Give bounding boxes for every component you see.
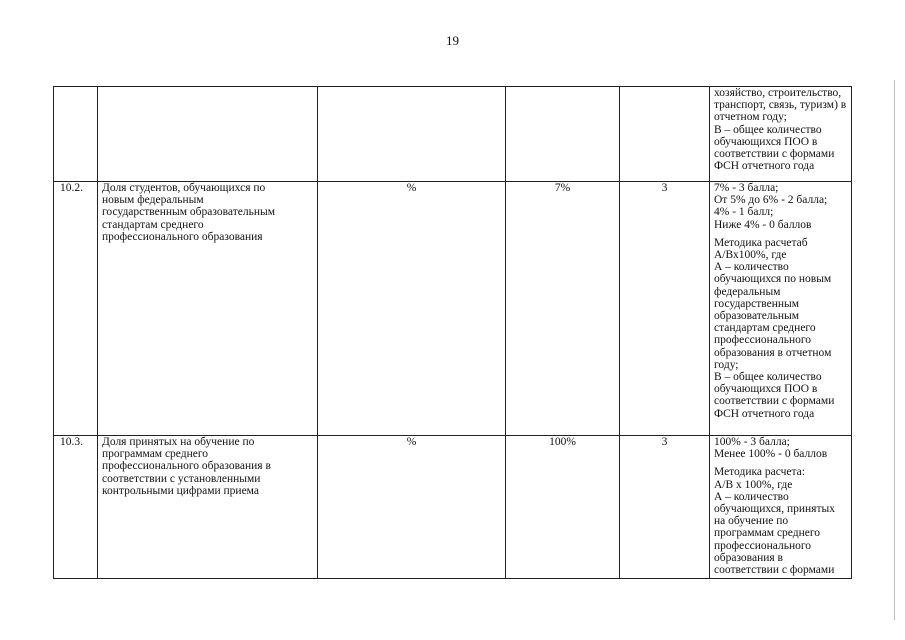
criteria-line: В – общее количество bbox=[714, 123, 822, 136]
criteria-line: транспорт, связь, туризм) в bbox=[714, 99, 847, 112]
method-line: образования в отчетном bbox=[714, 346, 832, 359]
indicator-line: контрольными цифрами приема bbox=[102, 484, 259, 497]
indicator-line: соответствии с установленными bbox=[102, 472, 261, 485]
table-row bbox=[54, 436, 852, 579]
criteria-line: обучающихся ПОО в bbox=[714, 135, 818, 148]
method-line: А – количество bbox=[714, 261, 789, 274]
indicator-line: профессионального образования bbox=[102, 230, 263, 243]
criteria-line: Менее 100% - 0 баллов bbox=[714, 448, 828, 461]
unit-cell: % bbox=[318, 436, 506, 579]
indicator-cell bbox=[98, 182, 318, 436]
criteria-line: От 5% до 6% - 2 балла; bbox=[714, 194, 828, 207]
criteria-cell bbox=[710, 87, 852, 182]
unit-cell bbox=[318, 87, 506, 182]
row-number-cell bbox=[54, 87, 98, 182]
indicator-cell bbox=[98, 87, 318, 182]
method-line: году; bbox=[714, 358, 739, 371]
method-line: федеральным bbox=[714, 285, 781, 298]
method-line: Методика расчета: bbox=[714, 466, 805, 479]
indicator-line: профессионального образования в bbox=[102, 460, 271, 473]
indicator-cell bbox=[98, 436, 318, 579]
criteria-cell bbox=[710, 182, 852, 436]
method-line: образовательным bbox=[714, 310, 800, 323]
method-line: соответствии с формами bbox=[714, 564, 835, 577]
method-line: А/В х 100%, где bbox=[714, 478, 793, 491]
method-line: стандартам среднего bbox=[714, 322, 816, 335]
value-cell bbox=[506, 87, 620, 182]
method-line: профессионального bbox=[714, 539, 812, 552]
method-line: образования в bbox=[714, 551, 783, 564]
page-number: 19 bbox=[446, 33, 459, 48]
method-line: ФСН отчетного года bbox=[714, 407, 815, 420]
row-number-cell: 10.3. bbox=[54, 436, 98, 579]
indicator-line: Доля принятых на обучение по bbox=[102, 436, 255, 448]
score-cell bbox=[620, 87, 710, 182]
table-row bbox=[54, 87, 852, 182]
score-cell: 3 bbox=[620, 182, 710, 436]
criteria-line: Ниже 4% - 0 баллов bbox=[714, 218, 812, 231]
criteria-line: отчетном году; bbox=[714, 111, 787, 124]
value-cell: 7% bbox=[506, 182, 620, 436]
indicator-line: программам среднего bbox=[102, 448, 209, 461]
method-line: обучающихся, принятых bbox=[714, 503, 835, 516]
table-row bbox=[54, 182, 852, 436]
indicator-line: Доля студентов, обучающихся по bbox=[102, 182, 266, 194]
unit-cell: % bbox=[318, 182, 506, 436]
method-line: на обучение по bbox=[714, 515, 789, 528]
value-cell: 100% bbox=[506, 436, 620, 579]
criteria-line: ФСН отчетного года bbox=[714, 160, 815, 173]
method-line: В – общее количество bbox=[714, 371, 822, 384]
page-edge-line bbox=[894, 80, 895, 620]
method-line: профессионального bbox=[714, 334, 812, 347]
score-cell: 3 bbox=[620, 436, 710, 579]
row-number-cell: 10.2. bbox=[54, 182, 98, 436]
method-line: соответствии с формами bbox=[714, 395, 835, 408]
indicator-line: стандартам среднего bbox=[102, 218, 204, 231]
method-line: Методика расчетаб bbox=[714, 236, 808, 249]
criteria-line: 4% - 1 балл; bbox=[714, 206, 774, 219]
criteria-line: хозяйство, строительство, bbox=[714, 87, 842, 99]
criteria-line: соответствии с формами bbox=[714, 148, 835, 161]
method-line: программам среднего bbox=[714, 527, 821, 540]
method-line: обучающихся ПОО в bbox=[714, 383, 818, 396]
indicator-line: государственным образовательным bbox=[102, 206, 275, 219]
method-line: А/Вх100%, где bbox=[714, 249, 787, 262]
method-line: государственным bbox=[714, 297, 800, 310]
criteria-line: 100% - 3 балла; bbox=[714, 436, 790, 448]
method-line: А – количество bbox=[714, 490, 789, 503]
criteria-cell bbox=[710, 436, 852, 579]
indicators-table bbox=[53, 86, 852, 579]
criteria-line: 7% - 3 балла; bbox=[714, 182, 779, 194]
indicator-line: новым федеральным bbox=[102, 194, 204, 207]
method-line: обучающихся по новым bbox=[714, 273, 832, 286]
